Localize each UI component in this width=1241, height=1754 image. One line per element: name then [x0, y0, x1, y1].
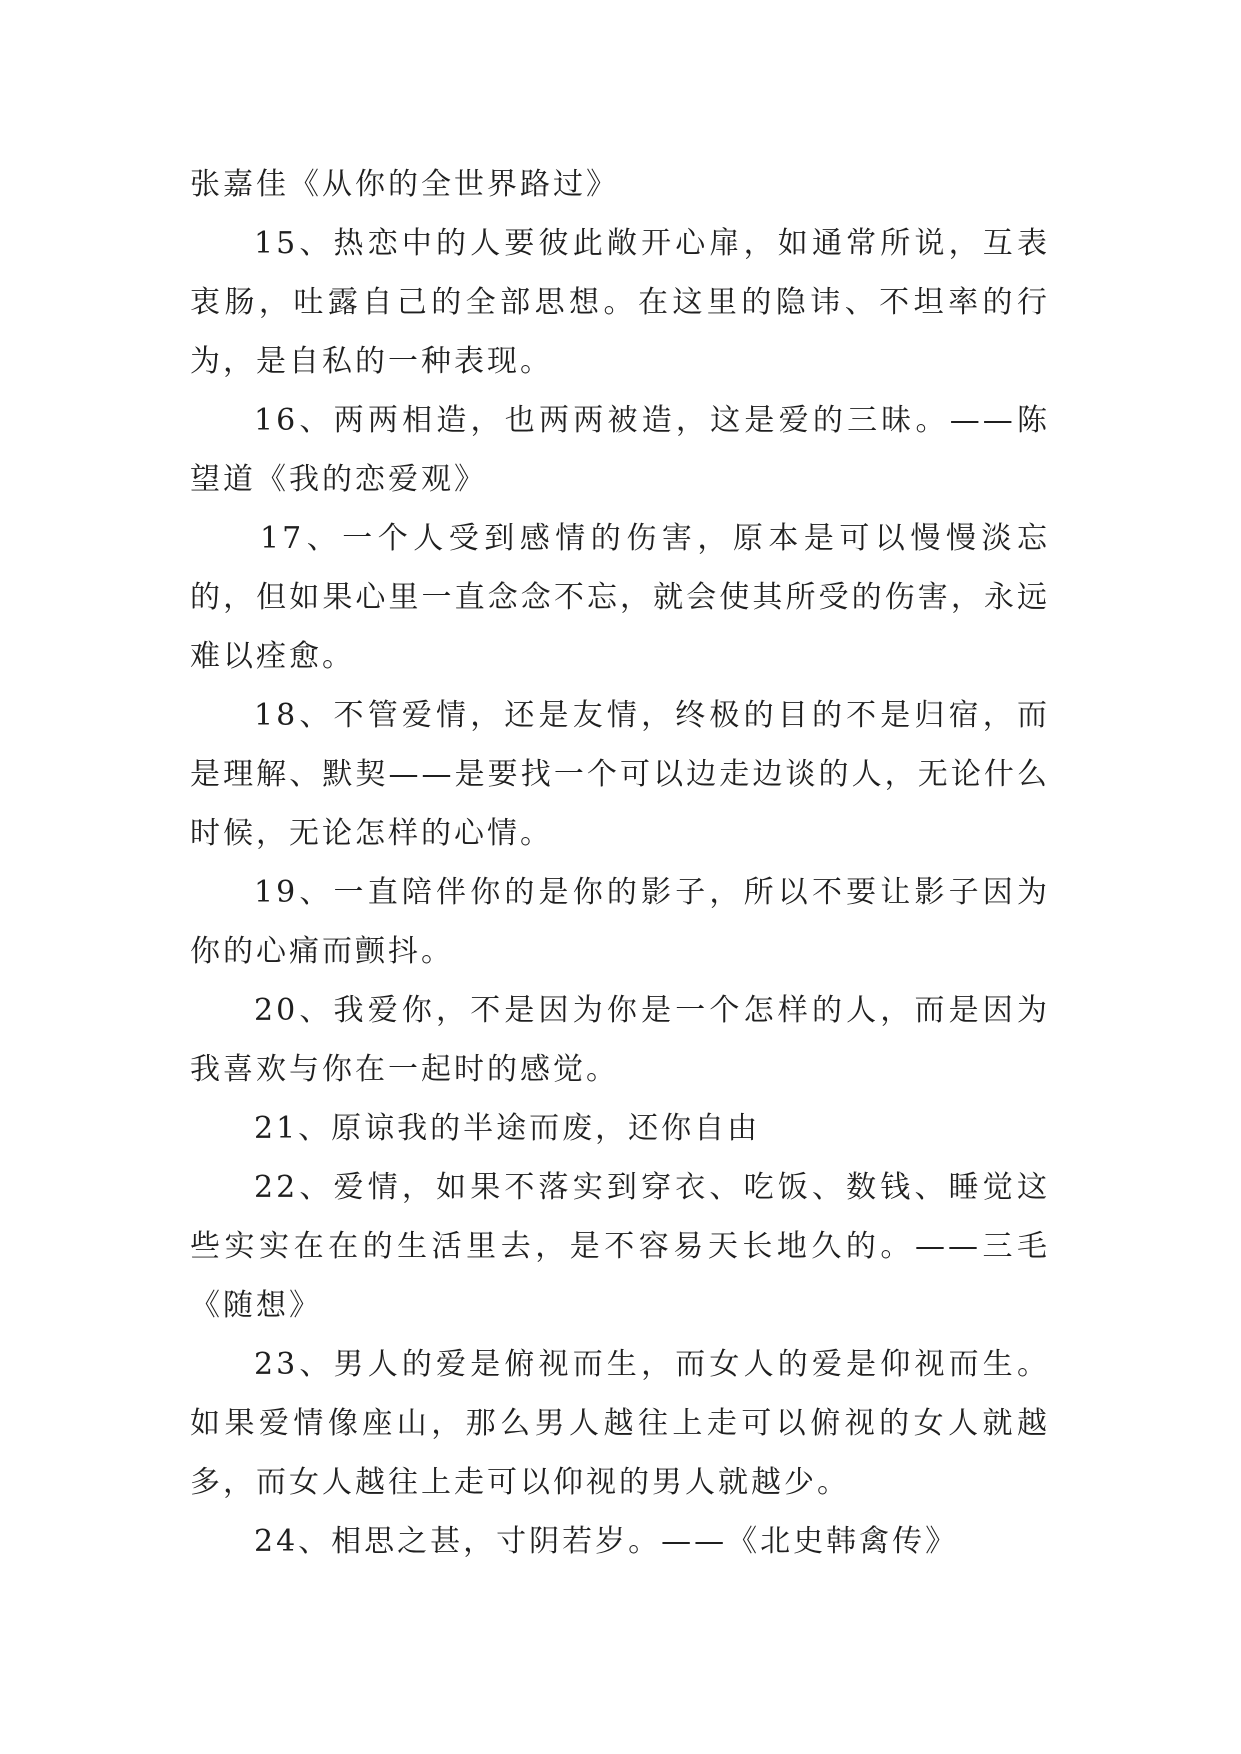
- paragraph-continued: 张嘉佳《从你的全世界路过》: [190, 167, 619, 202]
- paragraph-18: 18、不管爱情，还是友情，终极的目的不是归宿，而是理解、默契——是要找一个可以边走边谈的人，无论什么时候，无论怎样的心情。: [190, 698, 1050, 851]
- paragraph-17: 17、一个人受到感情的伤害，原本是可以慢慢淡忘的，但如果心里一直念念不忘，就会使其所受的伤害，永远难以痊愈。: [190, 521, 1050, 674]
- paragraph-21: 21、原谅我的半途而废，还你自由: [254, 1111, 761, 1146]
- paragraph-24: 24、相思之甚，寸阴若岁。——《北史韩禽传》: [254, 1524, 959, 1559]
- paragraph-22: 22、爱情，如果不落实到穿衣、吃饭、数钱、睡觉这些实实在在的生活里去，是不容易天长地久的。——三毛《随想》: [190, 1170, 1050, 1323]
- paragraph-16: 16、两两相造，也两两被造，这是爱的三昧。——陈望道《我的恋爱观》: [190, 403, 1050, 497]
- paragraph-15: 15、热恋中的人要彼此敞开心扉，如通常所说，互表衷肠，吐露自己的全部思想。在这里的隐讳、不坦率的行为，是自私的一种表现。: [190, 226, 1050, 379]
- paragraph-23: 23、男人的爱是俯视而生，而女人的爱是仰视而生。如果爱情像座山，那么男人越往上走可以俯视的女人就越多，而女人越往上走可以仰视的男人就越少。: [190, 1347, 1050, 1500]
- paragraph-19: 19、一直陪伴你的是你的影子，所以不要让影子因为你的心痛而颤抖。: [190, 875, 1050, 969]
- document-body: [190, 155, 1050, 1571]
- paragraph-20: 20、我爱你，不是因为你是一个怎样的人，而是因为我喜欢与你在一起时的感觉。: [190, 993, 1050, 1087]
